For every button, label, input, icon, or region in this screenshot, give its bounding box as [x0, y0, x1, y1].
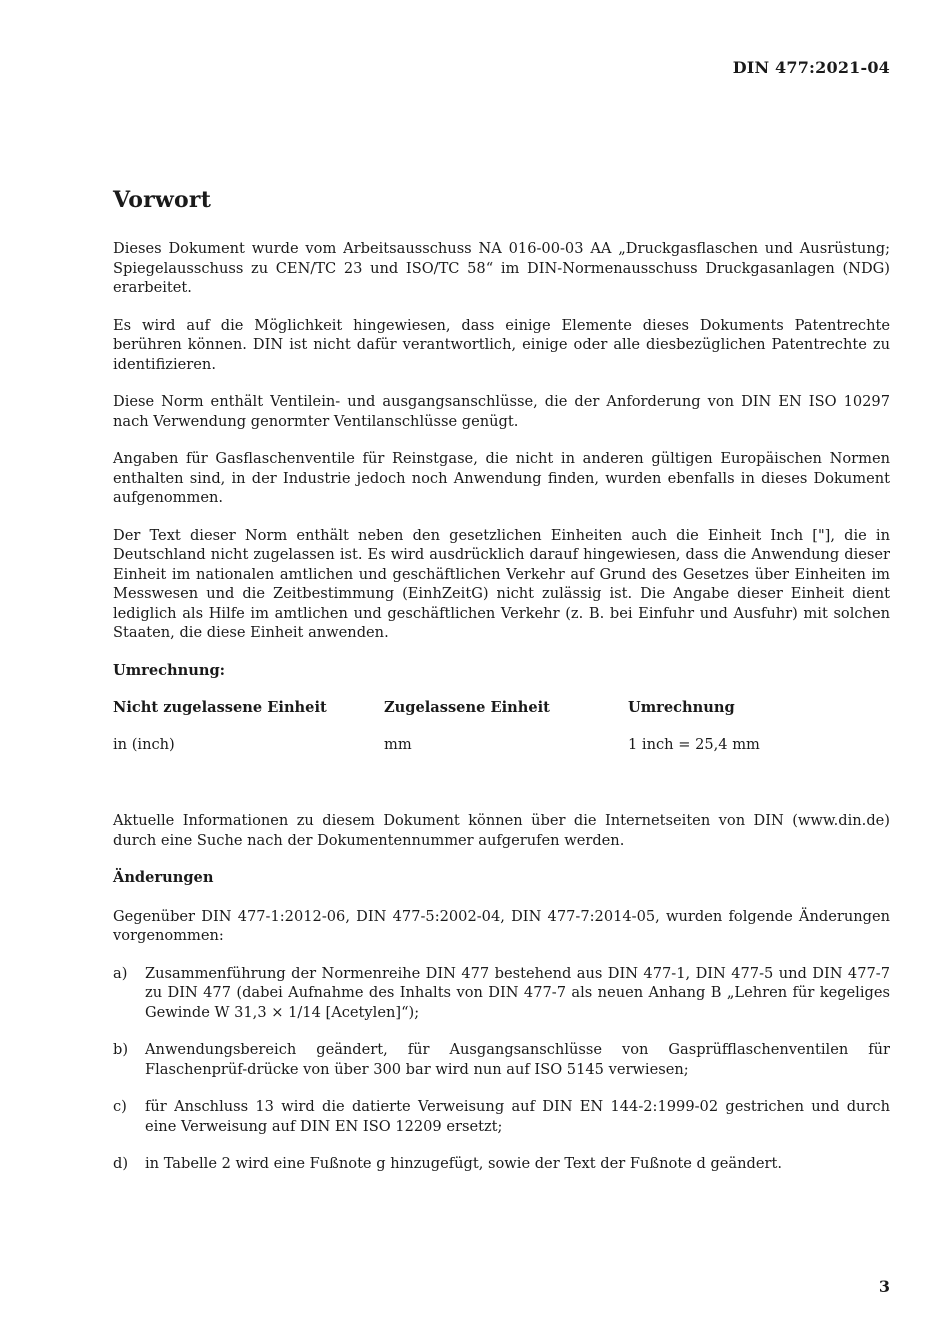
paragraph-inch-unit: Der Text dieser Norm enthält neben den gesetzlichen Einheiten auch die Einheit Inch ["], die in Deutschland nicht zugelassen ist. Es wird ausdrücklich darauf hingewiesen, dass die Anwendung dieser Einheit im nationalen amtlichen und geschäftlichen Verkehr auf Grund des Gesetzes über Einheiten im Messwesen und die Zeitbestimmung (EinhZeitG) nicht zulässig ist. Die Angabe dieser Einheit dient lediglich als Hilfe im amtlichen und geschäftlichen Verkehr (z. B. bei Einfuhr und Ausfuhr) mit solchen Staaten, die diese Einheit anwenden. [113, 526, 890, 641]
list-item-text: in Tabelle 2 wird eine Fußnote g hinzugefügt, sowie der Text der Fußnote d geändert. [145, 1155, 782, 1172]
list-marker: c) [113, 1098, 127, 1115]
paragraph-patents: Es wird auf die Möglichkeit hingewiesen, dass einige Elemente dieses Dokuments Patentrechte berühren können. DIN ist nicht dafür verantwortlich, einige oder alle diesbezüglichen Patentrechte zu identifizieren. [113, 316, 890, 373]
list-item-text: Anwendungsbereich geändert, für Ausgangsanschlüsse von Gasprüfflaschenventilen für Flaschenprüf-drücke von über 300 bar wird nun auf ISO 5145 verwiesen; [145, 1041, 890, 1078]
document-code: DIN 477:2021-04 [732, 58, 890, 77]
list-marker: a) [113, 964, 128, 982]
list-item [113, 1097, 890, 1136]
paragraph-valve-connections: Diese Norm enthält Ventilein- und ausgangsanschlüsse, die der Anforderung von DIN EN ISO 10297 nach Verwendung genormter Ventilanschlüsse genügt. [113, 393, 890, 430]
conversion-table-header [113, 699, 890, 736]
paragraph-online-info: Aktuelle Informationen zu diesem Dokument können über die Internetseiten von DIN (www.din.de) durch eine Suche nach der Dokumentennummer aufgerufen werden. [113, 812, 890, 849]
list-item [113, 1040, 890, 1079]
foreword-section [113, 187, 890, 1192]
list-item-text: für Anschluss 13 wird die datierte Verweisung auf DIN EN 144-2:1999-02 gestrichen und durch eine Verweisung auf DIN EN ISO 12209 ersetzt; [145, 1098, 890, 1135]
cell-conversion: 1 inch = 25,4 mm [628, 736, 760, 753]
header-conversion: Umrechnung [628, 699, 735, 716]
page-number: 3 [878, 1277, 890, 1296]
list-marker: b) [113, 1041, 129, 1058]
changes-label: Änderungen [113, 869, 214, 886]
paragraph-pure-gases: Angaben für Gasflaschenventile für Reinstgase, die nicht in anderen gültigen Europäischen Normen enthalten sind, in der Industrie jedoch noch Anwendung finden, wurden ebenfalls in dieses Dokument aufgenommen. [113, 450, 890, 506]
cell-unapproved-unit: in (inch) [113, 736, 175, 753]
header-approved-unit: Zugelassene Einheit [384, 699, 550, 716]
list-item-text: Zusammenführung der Normenreihe DIN 477 bestehend aus DIN 477-1, DIN 477-5 und DIN 477-7 zu DIN 477 (dabei Aufnahme des Inhalts von DIN 477-7 als neuen Anhang B „Lehren für kegeliges Gewinde W 31,3 × 1/14 [Acetylen]“); [145, 964, 890, 1021]
changes-intro: Gegenüber DIN 477-1:2012-06, DIN 477-5:2002-04, DIN 477-7:2014-05, wurden folgende Änderungen vorgenommen: [113, 907, 890, 944]
list-item [113, 1154, 890, 1174]
header-unapproved-unit: Nicht zugelassene Einheit [113, 699, 327, 716]
table-row [113, 736, 890, 753]
page-title: Vorwort [113, 187, 212, 213]
cell-approved-unit: mm [384, 736, 412, 753]
conversion-table [113, 699, 890, 753]
conversion-label: Umrechnung: [113, 661, 226, 679]
paragraph-committee: Dieses Dokument wurde vom Arbeitsausschuss NA 016-00-03 AA „Druckgasflaschen und Ausrüstung; Spiegelausschuss zu CEN/TC 23 und ISO/TC 58“ im DIN-Normenausschuss Druckgasanlagen (NDG) erarbeitet. [113, 240, 890, 296]
list-marker: d) [113, 1155, 129, 1172]
list-item [113, 964, 890, 1023]
changes-list [113, 964, 890, 1174]
